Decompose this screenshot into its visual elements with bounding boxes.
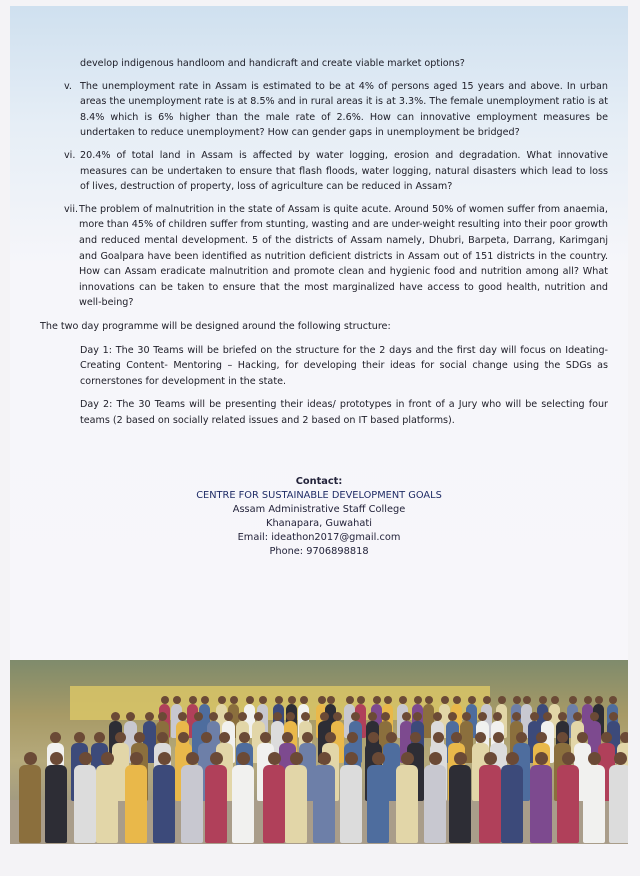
photo-person-head xyxy=(346,696,354,704)
photo-person-head xyxy=(413,712,422,721)
photo-person-head xyxy=(101,752,114,765)
list-item-number: vii. xyxy=(64,203,79,215)
photo-person xyxy=(45,765,67,843)
photo-person-head xyxy=(414,696,422,704)
photo-person xyxy=(96,765,118,843)
photo-person-head xyxy=(484,752,497,765)
photo-person-head xyxy=(239,732,250,743)
photo-person xyxy=(340,765,362,843)
photo-person-head xyxy=(300,696,308,704)
photo-person-head xyxy=(562,752,575,765)
list-item-text: The unemployment rate in Assam is estimated to be at 4% of persons aged 15 years and above. In urban areas the unemployment rate is at 8.5% and in rural areas it is at 3.3%. The female unemployment ratio is at 8.4% which is 6% higher than the male rate of 2.6%. How can innovative employment measures be undertaken to reduce unemployment? How can gender gaps in unemployment be bridged? xyxy=(80,80,608,139)
photo-person xyxy=(232,765,254,843)
photo-person-head xyxy=(462,712,471,721)
photo-person xyxy=(285,765,307,843)
photo-person-head xyxy=(238,712,247,721)
photo-person xyxy=(367,765,389,843)
list-item-v xyxy=(64,79,608,141)
photo-person-head xyxy=(453,696,461,704)
photo-person-head xyxy=(513,696,521,704)
contact-address-line1: Assam Administrative Staff College xyxy=(232,504,406,515)
photo-person-head xyxy=(157,732,168,743)
day2-description: Day 2: The 30 Teams will be presenting their ideas/ prototypes in front of a Jury who will be selecting four teams (2 based on socially related issues and 2 based on IT based platforms). xyxy=(80,399,608,426)
photo-person-head xyxy=(161,696,169,704)
photo-person-head xyxy=(551,696,559,704)
photo-person-head xyxy=(506,752,519,765)
photo-person-head xyxy=(475,732,486,743)
photo-person-head xyxy=(483,696,491,704)
photo-person-head xyxy=(448,712,457,721)
list-item-number: v. xyxy=(64,80,72,92)
photo-person-head xyxy=(268,752,281,765)
contact-phone: Phone: 9706898818 xyxy=(269,546,369,557)
list-item-text: The problem of malnutrition in the state of Assam is quite acute. Around 50% of women suffer from anaemia, more than 45% of children suffer from stunting, wasting and are under-weight resulting into their poor growth and reduced mental development. 5 of the districts of Assam namely, Dhubri, Barpeta, Darrang, Karimganj and Goalpara have been identified as nutrition deficient districts in Assam out of 151 districts in the country. How can Assam eradicate malnutrition and promote clean and hygienic food and nutrition among all? What innovations can be taken to ensure that the most marginalized have access to good health, nutrition and well-being? xyxy=(79,203,608,309)
photo-person-head xyxy=(347,732,358,743)
photo-person-head xyxy=(620,732,628,743)
list-item-number: vi. xyxy=(64,149,76,161)
photo-person-head xyxy=(573,712,582,721)
photo-person-head xyxy=(318,696,326,704)
photo-person-head xyxy=(79,752,92,765)
photo-person-head xyxy=(357,696,365,704)
photo-person-head xyxy=(588,752,601,765)
photo-person xyxy=(396,765,418,843)
photo-person-head xyxy=(381,712,390,721)
photo-person-head xyxy=(74,732,85,743)
photo-person-head xyxy=(516,732,527,743)
photo-person-head xyxy=(535,752,548,765)
photo-person-head xyxy=(282,732,293,743)
day1-description: Day 1: The 30 Teams will be briefed on the structure for the 2 days and the first day will focus on Ideating-Creating Content- Mentoring – Hacking, for developing their ideas for social change using the SDGs as cornerstones for development in the state. xyxy=(80,344,608,387)
photo-person-head xyxy=(569,696,577,704)
photo-person-head xyxy=(512,712,521,721)
photo-person-head xyxy=(201,696,209,704)
photo-person-head xyxy=(609,712,618,721)
photo-person-head xyxy=(493,712,502,721)
photo-person-head xyxy=(345,752,358,765)
photo-person-head xyxy=(186,752,199,765)
photo-person-head xyxy=(441,696,449,704)
photo-person xyxy=(313,765,335,843)
photo-person-head xyxy=(558,712,567,721)
contact-organization: CENTRE FOR SUSTAINABLE DEVELOPMENT GOALS xyxy=(196,490,442,501)
photo-person-head xyxy=(372,752,385,765)
photo-person-head xyxy=(543,712,552,721)
photo-person-head xyxy=(384,696,392,704)
contact-address-line2: Khanapara, Guwahati xyxy=(266,518,372,529)
photo-person-head xyxy=(614,752,627,765)
photo-person-head xyxy=(209,712,218,721)
paragraph-iv-continuation: develop indigenous handloom and handicraft and create viable market options? xyxy=(80,58,465,69)
photo-person-head xyxy=(111,712,120,721)
list-item-text: 20.4% of total land in Assam is affected by water logging, erosion and degradation. What innovative measures can be undertaken to ensure that flash floods, water logging, natural disasters which lead to loss of lives, destruction of property, loss of agriculture can be reduced in Assam? xyxy=(80,149,608,193)
photo-person xyxy=(583,765,605,843)
photo-person-head xyxy=(290,752,303,765)
photo-person-head xyxy=(333,712,342,721)
group-photo xyxy=(10,660,628,844)
photo-person-head xyxy=(401,752,414,765)
photo-person xyxy=(449,765,471,843)
photo-person-head xyxy=(468,696,476,704)
photo-person xyxy=(530,765,552,843)
photo-person-head xyxy=(577,732,588,743)
photo-person-head xyxy=(386,732,397,743)
list-item-vi xyxy=(64,148,608,195)
photo-person-head xyxy=(189,696,197,704)
photo-person-head xyxy=(50,752,63,765)
photo-person xyxy=(205,765,227,843)
photo-person-head xyxy=(368,712,377,721)
photo-person-head xyxy=(595,696,603,704)
photo-person-head xyxy=(327,696,335,704)
photo-person-head xyxy=(237,752,250,765)
photo-person-head xyxy=(368,732,379,743)
photo-person-head xyxy=(219,732,230,743)
photo-person xyxy=(501,765,523,843)
photo-person-head xyxy=(539,696,547,704)
photo-person-head xyxy=(609,696,617,704)
photo-person-head xyxy=(493,732,504,743)
photo-person-head xyxy=(429,752,442,765)
photo-person-head xyxy=(130,752,143,765)
photo-person-head xyxy=(301,712,310,721)
photo-person-head xyxy=(286,712,295,721)
photo-person-head xyxy=(158,752,171,765)
photo-person-head xyxy=(210,752,223,765)
photo-person-head xyxy=(320,712,329,721)
photo-person-head xyxy=(530,712,539,721)
photo-person-head xyxy=(275,696,283,704)
photo-person xyxy=(424,765,446,843)
photo-person-head xyxy=(230,696,238,704)
photo-person xyxy=(479,765,501,843)
photo-person-head xyxy=(478,712,487,721)
photo-person-head xyxy=(145,712,154,721)
photo-person-head xyxy=(410,732,421,743)
photo-person-head xyxy=(302,732,313,743)
photo-person-head xyxy=(523,696,531,704)
programme-intro: The two day programme will be designed around the following structure: xyxy=(40,320,391,332)
photo-person-head xyxy=(402,712,411,721)
photo-person xyxy=(609,765,628,843)
photo-person-head xyxy=(433,712,442,721)
photo-person-head xyxy=(273,712,282,721)
photo-person xyxy=(153,765,175,843)
photo-person xyxy=(19,765,41,843)
photo-person-head xyxy=(173,696,181,704)
photo-person-head xyxy=(325,732,336,743)
photo-person-head xyxy=(201,732,212,743)
photo-person xyxy=(181,765,203,843)
photo-person-head xyxy=(399,696,407,704)
photo-person-head xyxy=(288,696,296,704)
photo-person-head xyxy=(254,712,263,721)
photo-person-head xyxy=(178,712,187,721)
photo-person-head xyxy=(498,696,506,704)
photo-person-head xyxy=(94,732,105,743)
document-page xyxy=(10,6,628,844)
photo-person-head xyxy=(433,732,444,743)
photo-person-head xyxy=(318,752,331,765)
photo-person-head xyxy=(260,732,271,743)
photo-person-head xyxy=(194,712,203,721)
contact-block xyxy=(10,475,628,559)
contact-heading: Contact: xyxy=(295,476,343,487)
document-body xyxy=(10,56,628,428)
photo-person-head xyxy=(178,732,189,743)
photo-person-head xyxy=(259,696,267,704)
photo-person-head xyxy=(126,712,135,721)
photo-person-head xyxy=(351,712,360,721)
photo-person-head xyxy=(373,696,381,704)
photo-person-head xyxy=(536,732,547,743)
photo-person-head xyxy=(134,732,145,743)
photo-person-head xyxy=(158,712,167,721)
photo-person-head xyxy=(601,732,612,743)
list-item-vii xyxy=(64,202,608,311)
photo-person-head xyxy=(218,696,226,704)
photo-person-head xyxy=(425,696,433,704)
photo-person-head xyxy=(454,752,467,765)
photo-person-head xyxy=(584,696,592,704)
photo-person-head xyxy=(451,732,462,743)
photo-person-head xyxy=(590,712,599,721)
photo-person xyxy=(263,765,285,843)
photo-person-head xyxy=(115,732,126,743)
photo-person-head xyxy=(557,732,568,743)
photo-person-head xyxy=(246,696,254,704)
photo-person xyxy=(74,765,96,843)
photo-person xyxy=(125,765,147,843)
photo-person-head xyxy=(224,712,233,721)
photo-person xyxy=(557,765,579,843)
photo-person-head xyxy=(24,752,37,765)
photo-person-head xyxy=(50,732,61,743)
contact-email: Email: ideathon2017@gmail.com xyxy=(237,532,401,543)
